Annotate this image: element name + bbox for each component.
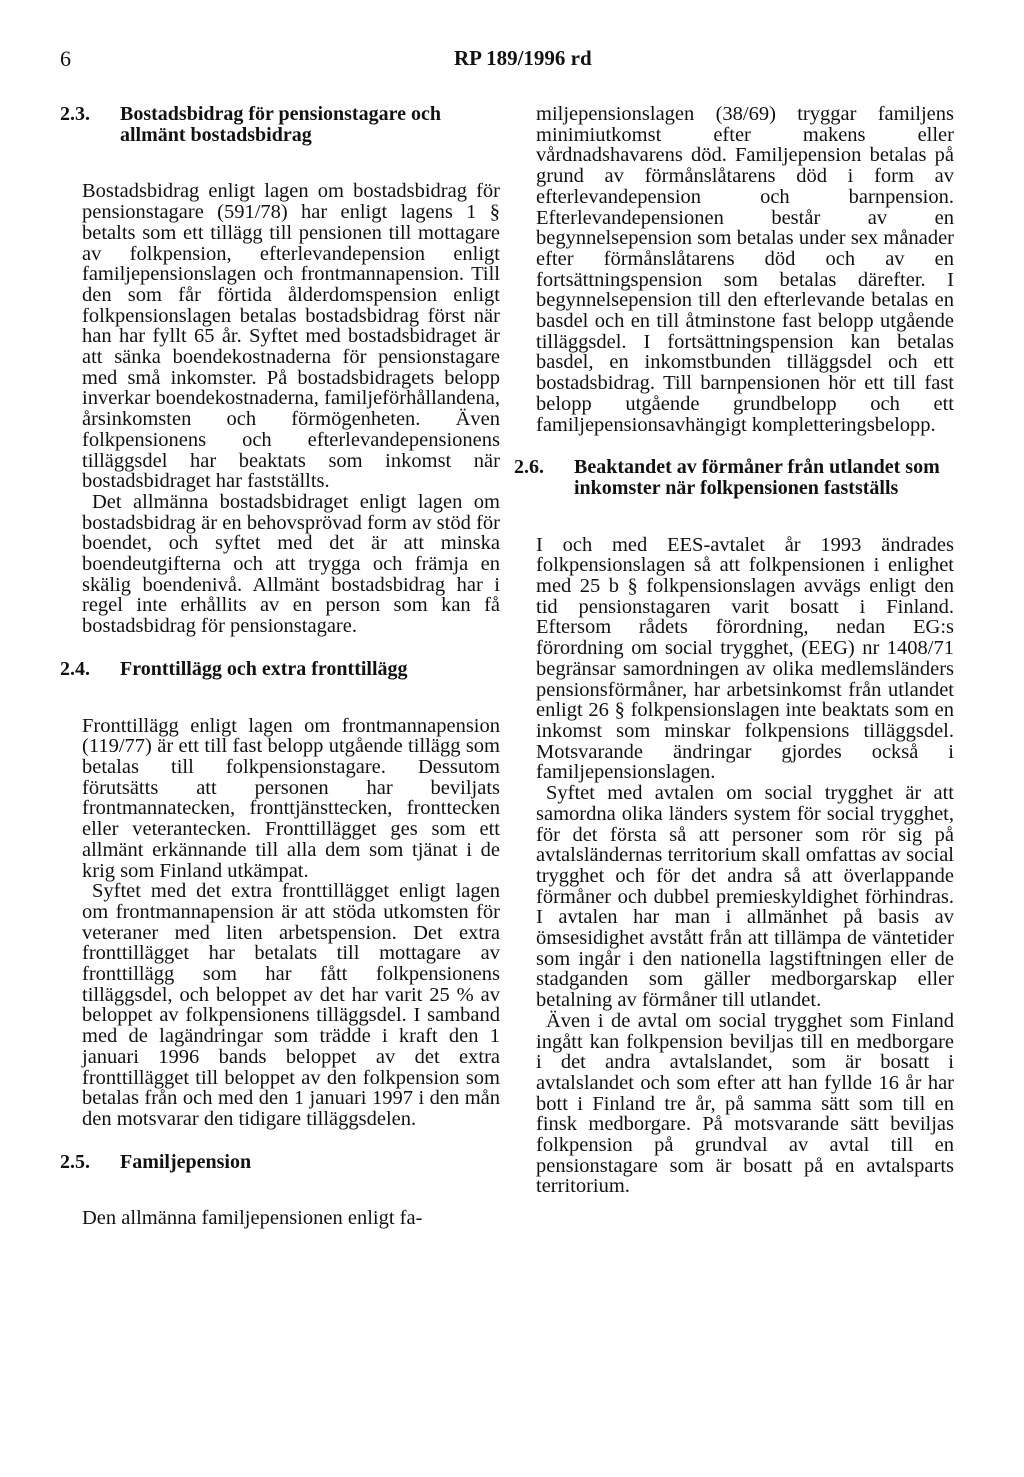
running-head: RP 189/1996 rd [454,46,592,70]
paragraph: Syftet med det extra fronttillägget enligt lagen om frontmannapension är att stöda utkomsten för veteraner med liten arbetspension. Det extra fronttillägget har betalats till mottagare av fronttillägg som har fått folkpensionens tilläggsdel, och beloppet av det har varit 25 % av beloppet av folkpensionens tilläggsdel. I samband med de lagändringar som trädde i kraft den 1 januari 1996 bands beloppet av det extra fronttillägget till beloppet av den folkpension som betalas från och med den 1 januari 1997 i den mån den motsvarar den tidigare tilläggsdelen. [82,880,500,1130]
section-number: 2.5. [60,1150,90,1173]
paragraph: Även i de avtal om social trygghet som Finland ingått kan folkpension beviljas till en medborgare i det andra avtalslandet, som är bosatt i avtalslandet och som efter att han fyllde 16 år har bott i Finland tre år, på samma sätt som till en finsk medborgare. På motsvarande sätt beviljas folkpension på grundval av avtal till en pensionstagare som är bosatt på en avtalsparts territorium. [536,1009,954,1198]
section-heading [60,659,500,680]
section-number: 2.3. [60,103,90,125]
paragraph: miljepensionslagen (38/69) tryggar familjens minimiutkomst efter makens eller vårdnadshavarens död. Familjepension betalas på grund av förmånslåtarens död i form av efterlevandepension och barnpension. Efterlevandepensionen består av en begynnelsepension som betalas under sex månader efter förmånslåtarens död och av en fortsättningspension som betalas därefter. I begynnelsepension till den efterlevande betalas en basdel och en till åtminstone fast belopp utgående tilläggsdel. I fortsättningspension kan betalas basdel, en inkomstbunden tilläggsdel och ett bostadsbidrag. Till barnpensionen hör ett till fast belopp utgående grundbelopp och ett familjepensionsavhängigt kompletteringsbelopp. [536,103,954,436]
section-title: Beaktandet av förmåner från utlandet som inkomster när folkpensionen fastställs [574,456,940,499]
paragraph: Fronttillägg enligt lagen om frontmannapension (119/77) är ett till fast belopp utgående tillägg som betalas till folkpensionstagare. Dessutom förutsätts att personen har beviljats frontmannatecken, fronttjänsttecken, fronttecken eller veterantecken. Fronttillägget ges som ett allmänt erkännande till alla dem som tjänat i de krig som Finland utkämpat. [82,714,500,882]
section-number: 2.4. [60,657,90,680]
section-number: 2.6. [514,456,544,479]
section-heading [60,104,500,145]
left-column [60,103,500,1251]
paragraph: Bostadsbidrag enligt lagen om bostadsbidrag för pensionstagare (591/78) har enligt lagens 1 § betalts som ett tillägg till pensionen till mottagare av folkpension, efterlevandepension enligt familjepensionslagen och frontmannapension. Till den som får förtida ålderdomspension enligt folkpensionslagen betalas bostadsbidrag först när han har fyllt 65 år. Syftet med bostadsbidraget är att sänka boendekostnaderna för pensionstagare med små inkomster. På bostadsbidragets belopp inverkar boendekostnaderna, familjeförhållandena, årsinkomsten och förmögenheten. Även folkpensionens och efterlevandepensionens tilläggsdel har beaktats som inkomst när bostadsbidraget har fastställts. [82,180,500,493]
right-column [514,103,954,1219]
page-number: 6 [60,46,71,71]
section-2-6 [514,456,954,1198]
section-2-3 [60,103,500,638]
paragraph: Syftet med avtalen om social trygghet är att samordna olika länders system för social trygghet, för det första så att personer som rör sig på avtalsländernas territorium skall omfattas av social trygghet och för det andra så att överlappande förmåner och dubbel premieskyldighet förhindras. I avtalen har man i allmänhet på basis av ömsesidighet avstått från att tillämpa de väntetider som ingår i den nationella lagstiftningen eller de stadganden som gäller medborgarskap eller betalning av förmåner till utlandet. [536,782,954,1012]
section-title: Bostadsbidrag för pensionstagare och allmänt bostadsbidrag [120,103,441,146]
section-heading [60,1152,500,1173]
paragraph: Den allmänna familjepensionen enligt fa- [82,1207,423,1230]
paragraph: Det allmänna bostadsbidraget enligt lagen om bostadsbidrag är en behovsprövad form av stöd för boendet, och syftet med det är att minska boendeutgifterna och att trygga och främja en skälig boendenivå. Allmänt bostadsbidrag har i regel inte erhållits av en person som kan få bostadsbidrag för pensionstagare. [82,490,500,638]
paragraph: I och med EES-avtalet år 1993 ändrades folkpensionslagen så att folkpensionen i enlighet med 25 b § folkpensionslagen avvägs enligt den tid pensionstagaren varit bosatt i Finland. Eftersom rådets förordning, nedan EG:s förordning om social trygghet, (EEG) nr 1408/71 begränsar samordningen av olika medlemsländers pensionsförmåner, har arbetsinkomst från utlandet enligt 26 § folkpensionslagen inte beaktats som en inkomst som minskar folkpensions tilläggsdel. Motsvarande ändringar gjordes också i familjepensionslagen. [536,533,954,784]
section-2-5-continued [536,104,954,435]
section-title: Familjepension [120,1150,252,1173]
section-2-5 [60,1150,500,1230]
section-2-4 [60,657,500,1130]
section-heading [514,457,954,498]
section-title: Fronttillägg och extra fronttillägg [120,657,408,680]
